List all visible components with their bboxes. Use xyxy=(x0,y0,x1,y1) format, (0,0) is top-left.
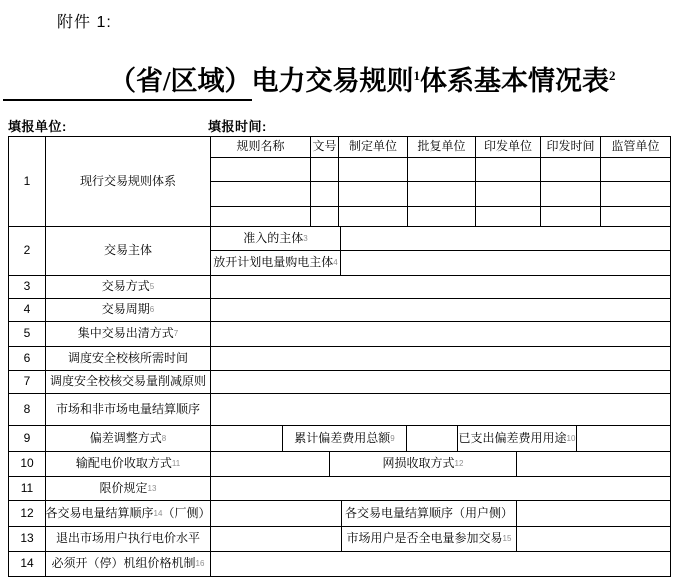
title-underlined-segment xyxy=(3,64,252,101)
deviation-method-value-cell[interactable] xyxy=(211,426,283,452)
drafting-unit-cell[interactable] xyxy=(339,182,408,207)
approval-unit-cell[interactable] xyxy=(408,182,476,207)
table-row-4 xyxy=(9,299,671,322)
header-issue-time: 印发时间 xyxy=(541,137,601,158)
approval-unit-cell[interactable] xyxy=(408,207,476,227)
header-approval-unit: 批复单位 xyxy=(408,137,476,158)
row-label-text: 偏差调整方式 xyxy=(89,430,162,445)
table-row-10 xyxy=(9,452,671,477)
table-row-1 xyxy=(9,137,671,227)
issue-time-cell[interactable] xyxy=(541,182,601,207)
network-loss-value-cell[interactable] xyxy=(517,452,671,477)
issuing-unit-cell[interactable] xyxy=(476,158,541,182)
deviation-fee-total-value-cell[interactable] xyxy=(407,426,458,452)
row-number-cell: 1 xyxy=(9,137,46,227)
entities-subgrid xyxy=(211,227,671,276)
fill-in-blank-line xyxy=(3,89,109,90)
transmission-price-value-cell[interactable] xyxy=(211,452,330,477)
row-label-text: 交易周期 xyxy=(101,302,150,317)
settlement-order-value-cell[interactable] xyxy=(211,394,671,426)
liberalized-purchase-entities-value-cell[interactable] xyxy=(341,251,671,276)
rules-entry-row xyxy=(211,207,671,227)
issue-time-cell[interactable] xyxy=(541,207,601,227)
full-volume-participation-value-cell[interactable] xyxy=(517,527,671,552)
row-number-cell: 14 xyxy=(9,552,46,577)
title-region-text: （省/区域） xyxy=(109,66,252,96)
regulator-cell[interactable] xyxy=(601,207,671,227)
row-label-text: 必须开（停）机组价格机制 xyxy=(51,556,196,571)
clearing-method-value-cell[interactable] xyxy=(211,322,671,347)
plant-side-settlement-value-cell[interactable] xyxy=(211,501,342,527)
inline-label-cell xyxy=(342,501,517,527)
row-number-cell: 4 xyxy=(9,299,46,322)
footnote-ref-2: 2 xyxy=(609,68,616,83)
header-rule-name: 规则名称 xyxy=(211,137,311,158)
admitted-entities-value-cell[interactable] xyxy=(341,227,671,251)
table-row-11 xyxy=(9,477,671,501)
deviation-fee-usage-value-cell[interactable] xyxy=(577,426,671,452)
entities-sub-row xyxy=(211,227,671,251)
price-limit-value-cell[interactable] xyxy=(211,477,671,501)
title-rest-text: 体系基本情况表 xyxy=(420,66,610,96)
row-label-text: 集中交易出清方式 xyxy=(77,326,174,341)
sub-row-label: 准入的主体 3 xyxy=(211,227,341,251)
inline-label-cell: 网损收取方式 12 xyxy=(330,452,517,477)
entities-sub-row xyxy=(211,251,671,276)
row-number-cell: 5 xyxy=(9,322,46,347)
table-row-3 xyxy=(9,276,671,299)
table-row-8 xyxy=(9,394,671,426)
footnote-ref-1: 1 xyxy=(413,68,421,83)
row-number-cell: 6 xyxy=(9,347,46,371)
row-label-text: 交易方式 xyxy=(101,279,150,294)
row-label-cell: 交易方式 5 xyxy=(46,276,211,299)
row-number-cell: 7 xyxy=(9,371,46,394)
header-doc-number: 文号 xyxy=(311,137,339,158)
row-label-cell: 偏差调整方式 8 xyxy=(46,426,211,452)
table-row-9 xyxy=(9,426,671,452)
rules-subgrid xyxy=(211,137,671,227)
row-label-cell xyxy=(46,347,211,371)
drafting-unit-cell[interactable] xyxy=(339,158,408,182)
doc-number-cell[interactable] xyxy=(311,158,339,182)
row-label-cell: 现行交易规则体系 xyxy=(46,137,211,227)
header-regulator: 监管单位 xyxy=(601,137,671,158)
table-row-6 xyxy=(9,347,671,371)
sub-row-label-text: 准入的主体 xyxy=(243,230,304,245)
header-issuing-unit: 印发单位 xyxy=(476,137,541,158)
row-label-cell: 必须开（停）机组价格机制 16 xyxy=(46,552,211,577)
table-row-13 xyxy=(9,527,671,552)
row-label-text: 调度安全校核所需时间 xyxy=(67,350,188,365)
report-time-label: 填报时间: xyxy=(208,119,267,134)
row-number-cell: 13 xyxy=(9,527,46,552)
attachment-label: 附件 1: xyxy=(57,14,112,31)
row-number-cell: 8 xyxy=(9,394,46,426)
inline-label-text: 各交易电量结算顺序（用户侧） xyxy=(344,505,513,520)
row-label-text: 输配电价收取方式 xyxy=(75,456,172,471)
inline-label-text: 网损收取方式 xyxy=(382,456,455,471)
issue-time-cell[interactable] xyxy=(541,158,601,182)
rule-name-cell[interactable] xyxy=(211,182,311,207)
regulator-cell[interactable] xyxy=(601,158,671,182)
user-side-settlement-value-cell[interactable] xyxy=(517,501,671,527)
doc-number-cell[interactable] xyxy=(311,207,339,227)
regulator-cell[interactable] xyxy=(601,182,671,207)
row-number-cell: 12 xyxy=(9,501,46,527)
exit-market-price-value-cell[interactable] xyxy=(211,527,342,552)
page-title xyxy=(3,64,616,101)
rules-entry-row xyxy=(211,158,671,182)
row-number-cell: 2 xyxy=(9,227,46,276)
row-label-cell: 各交易电量结算顺序 14 （厂侧） xyxy=(46,501,211,527)
rule-name-cell[interactable] xyxy=(211,158,311,182)
row-number-cell: 11 xyxy=(9,477,46,501)
doc-number-cell[interactable] xyxy=(311,182,339,207)
row-label-cell: 集中交易出清方式 7 xyxy=(46,322,211,347)
table-row-5 xyxy=(9,322,671,347)
table-row-7 xyxy=(9,371,671,394)
rules-entry-row xyxy=(211,182,671,207)
issuing-unit-cell[interactable] xyxy=(476,207,541,227)
inline-label-text: 已支出偏差费用用途 xyxy=(458,430,567,445)
row-label-cell xyxy=(46,527,211,552)
curtailment-principle-value-cell[interactable] xyxy=(211,371,671,394)
sub-row-label-text: 放开计划电量购电主体 xyxy=(213,255,334,270)
row-label-cell xyxy=(46,394,211,426)
row-label-text: 各交易电量结算顺序 xyxy=(46,505,154,520)
must-run-unit-price-value-cell[interactable] xyxy=(211,552,671,577)
inline-label-cell: 市场用户是否全电量参加交易 15 xyxy=(342,527,517,552)
row-label-cell: 输配电价收取方式 11 xyxy=(46,452,211,477)
row-label-text: 退出市场用户执行电价水平 xyxy=(55,531,200,546)
approval-unit-cell[interactable] xyxy=(408,158,476,182)
rules-header-row xyxy=(211,137,671,158)
trading-cycle-value-cell[interactable] xyxy=(211,299,671,322)
row-number-cell: 10 xyxy=(9,452,46,477)
row-label-text: 市场和非市场电量结算顺序 xyxy=(55,401,200,416)
row-number-cell: 9 xyxy=(9,426,46,452)
inline-label-text: 累计偏差费用总额 xyxy=(294,430,391,445)
trading-mode-value-cell[interactable] xyxy=(211,276,671,299)
main-table xyxy=(8,136,671,577)
inline-label-cell: 已支出偏差费用用途 10 xyxy=(458,426,577,452)
report-unit-label: 填报单位: xyxy=(8,119,67,134)
title-main-text: 电力交易规则 xyxy=(251,66,414,96)
row-label-cell xyxy=(46,371,211,394)
table-row-2 xyxy=(9,227,671,276)
table-row-12 xyxy=(9,501,671,527)
security-check-time-value-cell[interactable] xyxy=(211,347,671,371)
issuing-unit-cell[interactable] xyxy=(476,182,541,207)
row-number-cell: 3 xyxy=(9,276,46,299)
rule-name-cell[interactable] xyxy=(211,207,311,227)
inline-label-text: 市场用户是否全电量参加交易 xyxy=(346,531,503,546)
row-label-cell: 限价规定 13 xyxy=(46,477,211,501)
row-label-text: 调度安全校核交易量削减原则 xyxy=(49,374,206,389)
table-row-14 xyxy=(9,552,671,577)
inline-label-cell: 累计偏差费用总额 9 xyxy=(283,426,407,452)
header-drafting-unit: 制定单位 xyxy=(339,137,408,158)
drafting-unit-cell[interactable] xyxy=(339,207,408,227)
row-label-text: 限价规定 xyxy=(99,480,148,495)
sub-row-label: 放开计划电量购电主体 4 xyxy=(211,251,341,276)
row-label-suffix: （厂侧） xyxy=(162,505,211,520)
row-label-cell: 交易周期 6 xyxy=(46,299,211,322)
row-label-cell: 交易主体 xyxy=(46,227,211,276)
